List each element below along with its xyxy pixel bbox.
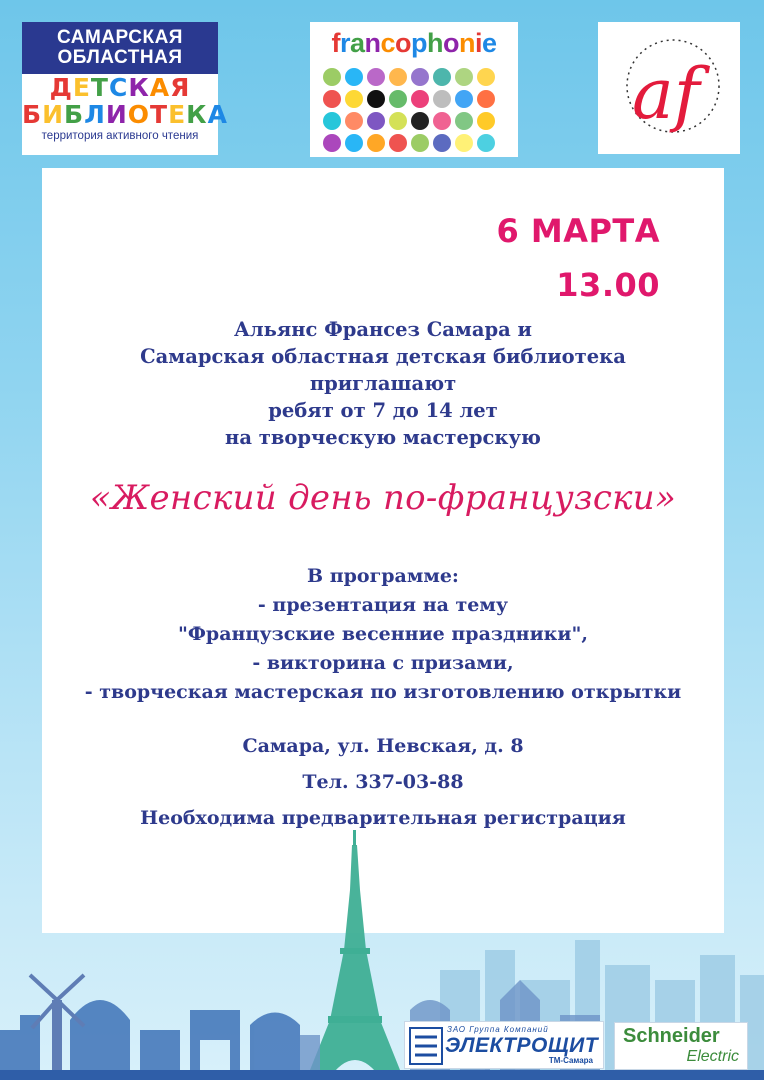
sponsor-elektroshchit-company: ЗАО Группа Компаний [447, 1025, 549, 1034]
event-phone: Тел. 337-03-88 [302, 771, 464, 793]
alliance-francaise-logo [598, 22, 740, 154]
program-item: - презентация на тему [257, 594, 509, 616]
speech-bubbles-icon [320, 67, 510, 155]
library-logo-line2: ОБЛАСТНАЯ [22, 48, 218, 74]
sponsor-schneider-name: Schneider [623, 1025, 720, 1047]
library-logo-line4: БИБЛИОТЕКА [22, 100, 228, 129]
francophonie-logo-word: francophonie [331, 28, 497, 58]
event-address: Самара, ул. Невская, д. 8 [242, 735, 524, 757]
library-logo [22, 22, 228, 155]
library-logo-line1: САМАРСКАЯ [22, 22, 218, 48]
sponsor-schneider-sub: Electric [686, 1048, 739, 1065]
alliance-francaise-monogram-icon [598, 22, 740, 154]
intro-line: Альянс Франсез Самара и [233, 318, 532, 341]
sponsor-elektroshchit-logo [404, 1021, 604, 1069]
program-item: "Французские весенние праздники", [177, 623, 588, 645]
program-heading: В программе: [307, 565, 459, 587]
event-datetime [496, 204, 660, 312]
intro-line: ребят от 7 до 14 лет [268, 399, 498, 422]
eiffel-tower-icon [306, 830, 404, 1080]
program-item: - творческая мастерская по изготовлению открытки [84, 681, 682, 703]
sponsor-elektroshchit-name: ЭЛЕКТРОЩИТ [445, 1034, 599, 1057]
intro-line: приглашают [309, 372, 457, 395]
alliance-francaise-monogram: af [632, 53, 700, 135]
event-title: «Женский день по-французски» [89, 478, 677, 518]
sponsor-elektroshchit-sub: ТМ-Самара [548, 1056, 593, 1065]
event-contacts [42, 728, 724, 836]
event-intro [42, 316, 724, 451]
library-logo-line3: ДЕТСКАЯ [49, 73, 191, 102]
sponsor-schneider-logo [614, 1022, 748, 1070]
invitation-card [42, 168, 724, 933]
event-time: 13.00 [556, 266, 660, 304]
event-program [42, 562, 724, 707]
program-item: - викторина с призами, [252, 652, 514, 674]
library-logo-tagline: территория активного чтения [41, 130, 199, 142]
francophonie-logo [310, 22, 518, 157]
intro-line: на творческую мастерскую [225, 426, 541, 449]
event-date: 6 МАРТА [496, 212, 660, 250]
event-registration-note: Необходима предварительная регистрация [140, 807, 626, 829]
elektroshchit-mark-icon [409, 1027, 443, 1065]
intro-line: Самарская областная детская библиотека [140, 345, 626, 368]
